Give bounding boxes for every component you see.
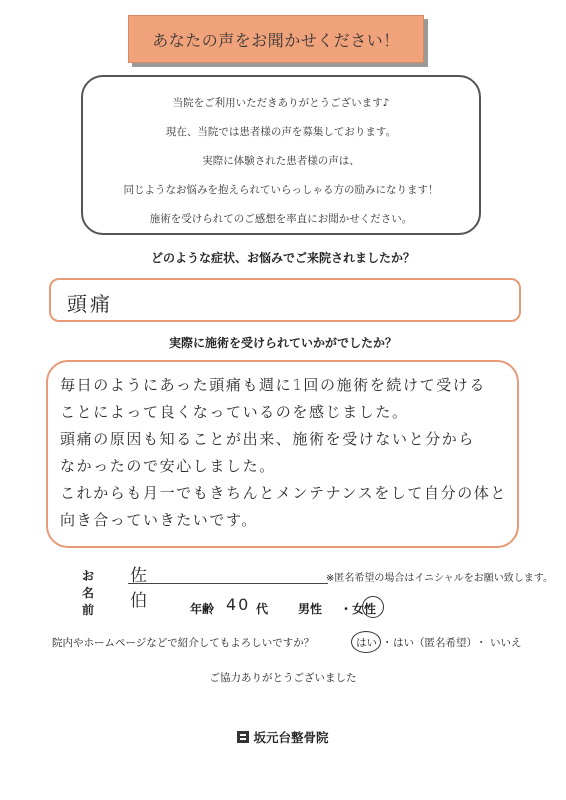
clinic-name: 坂元台整骨院 [253,730,329,745]
name-field[interactable]: 佐伯 [130,566,150,611]
gender-separator: ・ [340,602,353,616]
result-answer-line: これからも月一でもきちんとメンテナンスをして自分の体と [60,484,508,502]
question-result-label: 実際に施術を受けられていかがでしたか？ [168,336,397,350]
page-title: あなたの声をお聞かせください！ [152,30,400,50]
clinic-footer [0,728,566,746]
result-answer-text [60,372,509,534]
intro-line: 現在、当院では患者様の声を募集しております。 [165,126,397,138]
anonymous-note: ※匿名希望の場合はイニシャルをお願い致します。 [326,573,553,584]
symptom-answer-field[interactable] [49,278,521,322]
clinic-logo-icon [237,731,249,743]
question-symptom-label: どのような症状、お悩みでご来院されましたか？ [150,251,415,265]
gender-option-female[interactable]: 女性 [352,602,377,616]
consent-separator: ・ [382,637,393,649]
symptom-answer-text: 頭痛 [67,292,113,316]
result-answer-line: 向き合っていきたいです。 [60,511,259,529]
age-field[interactable]: 40 [226,595,251,614]
page-title-banner [128,15,424,63]
intro-line: 実際に体験された患者様の声は、 [202,155,360,167]
age-unit: 代 [256,602,269,616]
consent-option-yes[interactable]: はい [356,637,377,649]
thanks-message: ご協力ありがとうございました [209,672,357,684]
consent-option-no[interactable]: いいえ [490,637,522,649]
consent-separator: ・ [476,637,487,649]
result-answer-line: ことによって良くなっているのを感じました。 [60,403,409,421]
intro-line: 施術を受けられてのご感想を率直にお聞かせください。 [149,213,413,225]
gender-selected-circle [362,596,384,618]
intro-line: 同じようなお悩みを抱えられていらっしゃる方の励みになります！ [123,184,439,196]
name-label: お名前 [82,569,95,617]
consent-selected-circle [351,631,381,653]
age-label: 年齢 [190,602,215,616]
consent-question: 院内やホームページなどで紹介してもよろしいですか？ [52,637,315,649]
result-answer-line: 毎日のようにあった頭痛も週に1回の施術を続けて受ける [60,376,486,394]
gender-option-male[interactable]: 男性 [298,602,323,616]
name-underline [128,583,328,584]
intro-box [81,75,481,235]
consent-option-yes-anonymous[interactable]: はい（匿名希望） [393,637,477,649]
intro-line: 当院をご利用いただきありがとうございます♪ [172,97,390,109]
result-answer-field[interactable] [46,360,519,548]
result-answer-line: 頭痛の原因も知ることが出来、施術を受けないと分から [60,430,476,448]
result-answer-line: なかったので安心しました。 [60,457,276,475]
